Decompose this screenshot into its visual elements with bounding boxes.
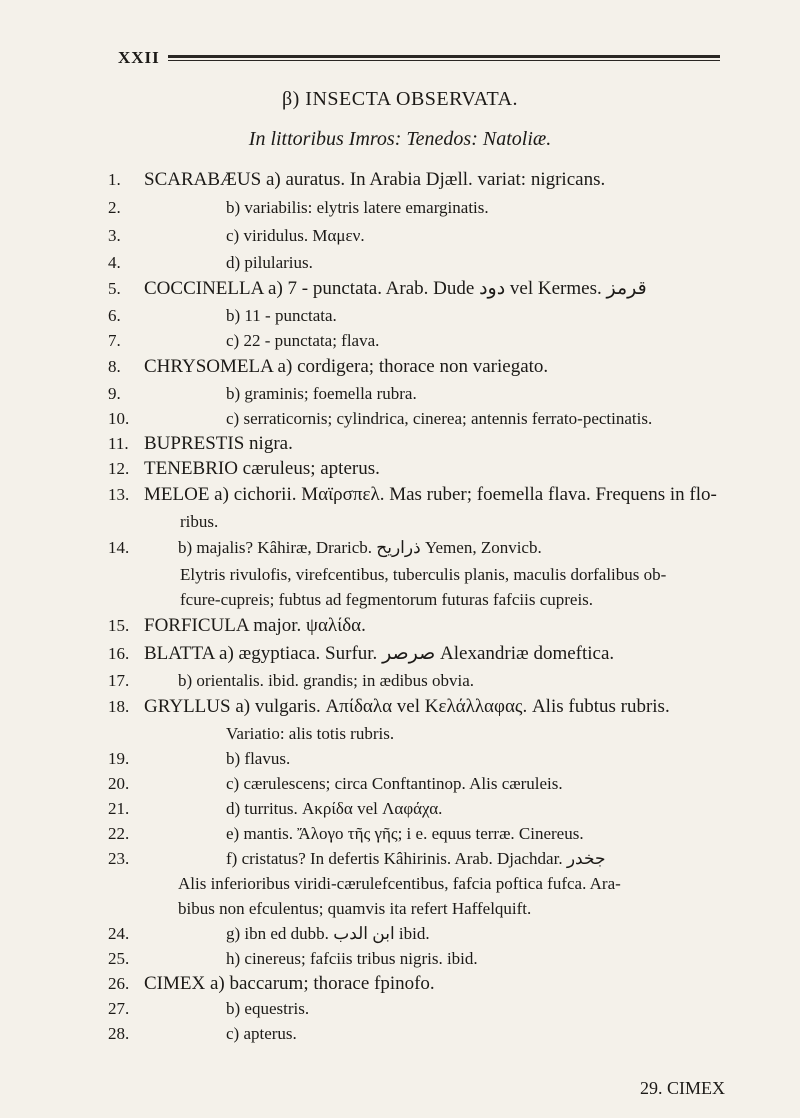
entry-text: b) flavus. xyxy=(226,749,291,768)
list-item-continuation xyxy=(108,896,748,921)
list-item xyxy=(108,456,748,481)
list-item xyxy=(108,406,748,431)
entry-text: fcure-cupreis; fubtus ad fegmentorum futuras fafciis cupreis. xyxy=(180,590,594,609)
entry-text: ribus. xyxy=(180,512,219,531)
entry-number: 24. xyxy=(108,924,130,943)
entry-text: SCARABÆUS a) auratus. In Arabia Djæll. variat: nigricans. xyxy=(144,169,606,190)
entry-text: g) ibn ed dubb. ابن الدب ibid. xyxy=(226,924,430,943)
list-item xyxy=(108,275,748,303)
entry-number: 1. xyxy=(108,170,121,189)
section-subtitle: In littoribus Imros: Tenedos: Natoliæ. xyxy=(248,128,552,150)
entry-number: 23. xyxy=(108,849,130,868)
list-item xyxy=(108,771,748,796)
list-item xyxy=(108,222,748,250)
entry-text: b) majalis? Kâhiræ, Draricb. ذراريح Yemen, Zonvicb. xyxy=(178,538,542,557)
entry-text: FORFICULA major. ψαλίδα. xyxy=(144,615,366,636)
entry-text: BLATTA a) ægyptiaca. Surfur. صرصر Alexandriæ domeftica. xyxy=(144,643,615,664)
entry-number: 7. xyxy=(108,331,121,350)
entry-number: 13. xyxy=(108,485,130,504)
section-title: β) INSECTA OBSERVATA. xyxy=(281,88,519,110)
entry-number: 26. xyxy=(108,974,130,993)
list-item xyxy=(108,668,748,693)
entry-text: b) orientalis. ibid. grandis; in ædibus obvia. xyxy=(178,671,475,690)
header-rule-thin xyxy=(168,60,720,61)
list-item xyxy=(108,640,748,668)
entry-number: 25. xyxy=(108,949,130,968)
insect-list xyxy=(108,166,748,1046)
entry-text: Variatio: alis totis rubris. xyxy=(226,724,395,743)
list-item xyxy=(108,821,748,846)
entry-text: c) viridulus. Μαμεν. xyxy=(226,226,365,245)
entry-text: h) cinereus; fafciis tribus nigris. ibid. xyxy=(226,949,478,968)
list-item xyxy=(108,693,748,721)
list-item xyxy=(108,612,748,640)
entry-text: bibus non efculentus; quamvis ita refert Haffelquift. xyxy=(178,899,532,918)
list-item xyxy=(108,353,748,381)
entry-number: 12. xyxy=(108,459,130,478)
list-item-continuation xyxy=(108,509,748,534)
list-item xyxy=(108,166,748,194)
list-item xyxy=(108,921,748,946)
entry-text: CIMEX a) baccarum; thorace fpinofo. xyxy=(144,973,435,994)
entry-text: f) cristatus? In defertis Kâhirinis. Arab. Djachdar. جخدر xyxy=(226,849,606,868)
entry-number: 28. xyxy=(108,1024,130,1043)
entry-number: 22. xyxy=(108,824,130,843)
list-item xyxy=(108,746,748,771)
list-item xyxy=(108,250,748,275)
entry-number: 2. xyxy=(108,198,121,217)
entry-text: d) turritus. Ακρίδα vel Λαφάχα. xyxy=(226,799,443,818)
entry-text: MELOE a) cichorii. Μαϊρσπελ. Mas ruber; foemella flava. Frequens in flo- xyxy=(144,484,717,505)
page-number: XXII xyxy=(118,48,160,67)
list-item-continuation xyxy=(108,871,748,896)
entry-number: 20. xyxy=(108,774,130,793)
list-item xyxy=(108,1021,748,1046)
list-item-continuation xyxy=(108,587,748,612)
list-item xyxy=(108,846,748,871)
entry-number: 16. xyxy=(108,644,130,663)
entry-text: c) 22 - punctata; flava. xyxy=(226,331,380,350)
entry-number: 8. xyxy=(108,357,121,376)
entry-number: 18. xyxy=(108,697,130,716)
entry-text: TENEBRIO cæruleus; apterus. xyxy=(144,458,380,479)
entry-number: 5. xyxy=(108,279,121,298)
list-item xyxy=(108,194,748,222)
entry-number: 27. xyxy=(108,999,130,1018)
entry-text: e) mantis. Ἄλογο τῆς γῆς; i e. equus terræ. Cinereus. xyxy=(226,824,584,843)
list-item-continuation xyxy=(108,562,748,587)
list-item xyxy=(108,481,748,509)
entry-text: b) graminis; foemella rubra. xyxy=(226,384,417,403)
list-item xyxy=(108,971,748,996)
entry-text: c) cærulescens; circa Conftantinop. Alis cæruleis. xyxy=(226,774,563,793)
list-item-continuation xyxy=(108,721,748,746)
entry-text: c) apterus. xyxy=(226,1024,297,1043)
list-item xyxy=(108,946,748,971)
entry-text: COCCINELLA a) 7 - punctata. Arab. Dude دود vel Kermes. قرمز xyxy=(144,278,647,299)
list-item xyxy=(108,381,748,406)
header-rule xyxy=(168,55,720,58)
entry-number: 17. xyxy=(108,671,130,690)
entry-text: Elytris rivulofis, virefcentibus, tuberculis planis, maculis dorfalibus ob- xyxy=(180,565,667,584)
entry-text: b) 11 - punctata. xyxy=(226,306,337,325)
entry-number: 3. xyxy=(108,226,121,245)
entry-text: BUPRESTIS nigra. xyxy=(144,433,293,454)
entry-number: 19. xyxy=(108,749,130,768)
catchword: 29. CIMEX xyxy=(640,1078,725,1098)
entry-number: 11. xyxy=(108,434,129,453)
entry-text: Alis inferioribus viridi-cærulefcentibus, fafcia poftica fufca. Ara- xyxy=(178,874,621,893)
entry-number: 4. xyxy=(108,253,121,272)
list-item xyxy=(108,303,748,328)
entry-number: 6. xyxy=(108,306,121,325)
entry-text: b) variabilis: elytris latere emarginatis. xyxy=(226,198,489,217)
entry-number: 21. xyxy=(108,799,130,818)
entry-text: GRYLLUS a) vulgaris. Απίδαλα vel Κελάλλαφας. Alis fubtus rubris. xyxy=(144,696,670,717)
entry-number: 10. xyxy=(108,409,130,428)
entry-text: c) serraticornis; cylindrica, cinerea; antennis ferrato-pectinatis. xyxy=(226,409,653,428)
list-item xyxy=(108,328,748,353)
entry-text: b) equestris. xyxy=(226,999,310,1018)
list-item xyxy=(108,431,748,456)
entry-number: 9. xyxy=(108,384,121,403)
entry-number: 15. xyxy=(108,616,130,635)
list-item xyxy=(108,534,748,562)
list-item xyxy=(108,996,748,1021)
list-item xyxy=(108,796,748,821)
entry-number: 14. xyxy=(108,538,130,557)
entry-text: CHRYSOMELA a) cordigera; thorace non variegato. xyxy=(144,356,549,377)
entry-text: d) pilularius. xyxy=(226,253,313,272)
